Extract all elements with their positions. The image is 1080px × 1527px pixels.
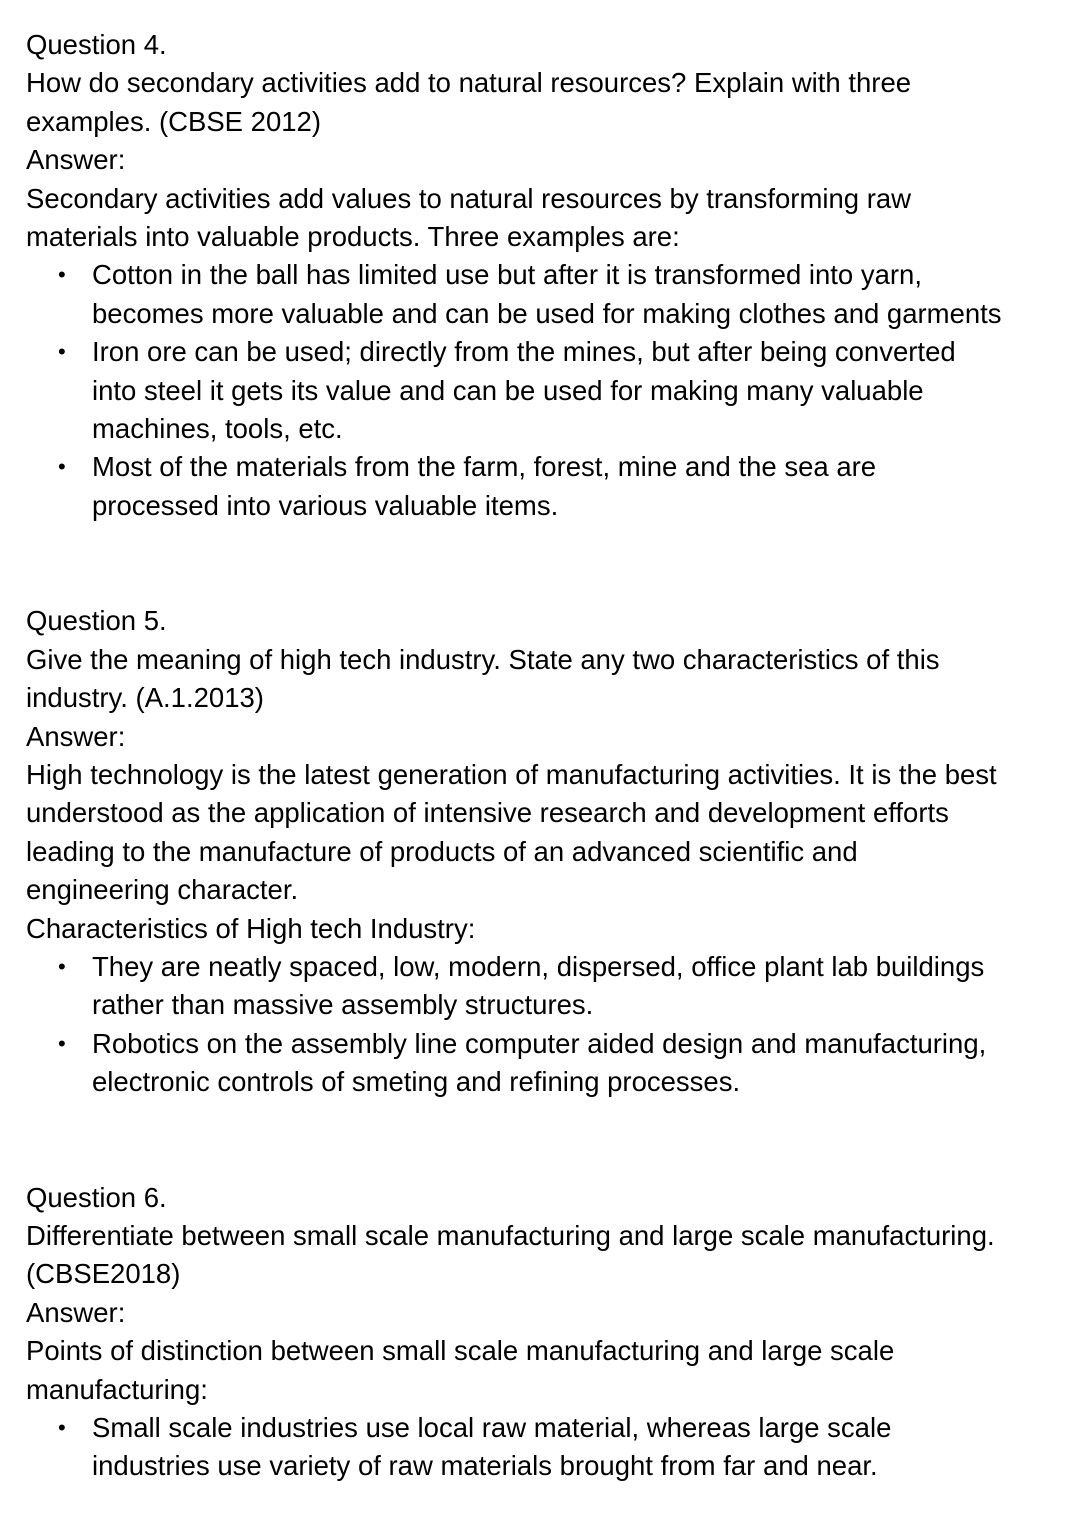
answer-intro-line: understood as the application of intensive research and development efforts bbox=[26, 797, 949, 829]
answer-bullet-item bbox=[26, 333, 1080, 448]
bullet-icon: • bbox=[58, 339, 66, 365]
bullet-line: Most of the materials from the farm, forest, mine and the sea are bbox=[92, 451, 877, 483]
answer-intro-line: materials into valuable products. Three examples are: bbox=[26, 221, 680, 253]
bullet-icon: • bbox=[58, 1415, 66, 1440]
bullet-line: They are neatly spaced, low, modern, dispersed, office plant lab buildings bbox=[92, 950, 985, 982]
answer-bullet-item bbox=[26, 448, 1080, 525]
question-heading: Question 6. bbox=[26, 1181, 167, 1213]
bullet-line: Cotton in the ball has limited use but after it is transformed into yarn, bbox=[92, 259, 922, 291]
answer-label: Answer: bbox=[26, 720, 126, 752]
question-6-block bbox=[26, 1179, 1080, 1486]
question-4-block bbox=[26, 26, 1080, 525]
answer-bullet-list bbox=[26, 948, 1080, 1102]
question-prompt-line: examples. (CBSE 2012) bbox=[26, 105, 321, 137]
bullet-line: electronic controls of smeting and refining processes. bbox=[92, 1066, 741, 1098]
question-prompt-line: Differentiate between small scale manufacturing and large scale manufacturing. bbox=[26, 1219, 995, 1251]
answer-intro-line: Secondary activities add values to natural resources by transforming raw bbox=[26, 182, 912, 214]
question-prompt-line: Give the meaning of high tech industry. State any two characteristics of this bbox=[26, 643, 940, 675]
bullet-line: processed into various valuable items. bbox=[92, 489, 559, 521]
answer-bullet-item bbox=[26, 1409, 1080, 1486]
answer-label: Answer: bbox=[26, 144, 126, 176]
answer-label: Answer: bbox=[26, 1296, 126, 1328]
answer-intro-line: Points of distinction between small scale manufacturing and large scale bbox=[26, 1335, 895, 1367]
bullet-icon: • bbox=[58, 454, 66, 480]
bullet-line: becomes more valuable and can be used for making clothes and garments bbox=[92, 297, 1002, 329]
answer-bullet-item bbox=[26, 1025, 1080, 1102]
bullet-line: Small scale industries use local raw material, whereas large scale bbox=[92, 1412, 892, 1443]
answer-intro-line: manufacturing: bbox=[26, 1373, 208, 1405]
answer-bullet-list bbox=[26, 256, 1080, 525]
bullet-line: rather than massive assembly structures. bbox=[92, 989, 594, 1021]
characteristics-label: Characteristics of High tech Industry: bbox=[26, 912, 476, 944]
answer-intro-line: leading to the manufacture of products of an advanced scientific and bbox=[26, 835, 858, 867]
answer-intro-line: High technology is the latest generation of manufacturing activities. It is the best bbox=[26, 758, 997, 790]
question-heading: Question 5. bbox=[26, 605, 167, 637]
answer-bullet-list bbox=[26, 1409, 1080, 1486]
answer-bullet-item bbox=[26, 948, 1080, 1025]
question-heading: Question 4. bbox=[26, 29, 167, 60]
question-prompt-line: (CBSE2018) bbox=[26, 1258, 181, 1290]
question-5-block bbox=[26, 602, 1080, 1101]
bullet-line: industries use variety of raw materials brought from far and near. bbox=[92, 1450, 878, 1482]
bullet-line: Robotics on the assembly line computer aided design and manufacturing, bbox=[92, 1027, 987, 1059]
bullet-line: machines, tools, etc. bbox=[92, 413, 343, 445]
answer-intro-line: engineering character. bbox=[26, 874, 299, 906]
bullet-line: into steel it gets its value and can be used for making many valuable bbox=[92, 374, 924, 406]
answer-bullet-item bbox=[26, 256, 1080, 333]
bullet-line: Iron ore can be used; directly from the mines, but after being converted bbox=[92, 336, 956, 368]
bullet-icon: • bbox=[58, 1030, 66, 1056]
bullet-icon: • bbox=[58, 262, 66, 288]
bullet-icon: • bbox=[58, 953, 66, 979]
question-prompt-line: How do secondary activities add to natural resources? Explain with three bbox=[26, 67, 912, 99]
question-prompt-line: industry. (A.1.2013) bbox=[26, 682, 264, 714]
